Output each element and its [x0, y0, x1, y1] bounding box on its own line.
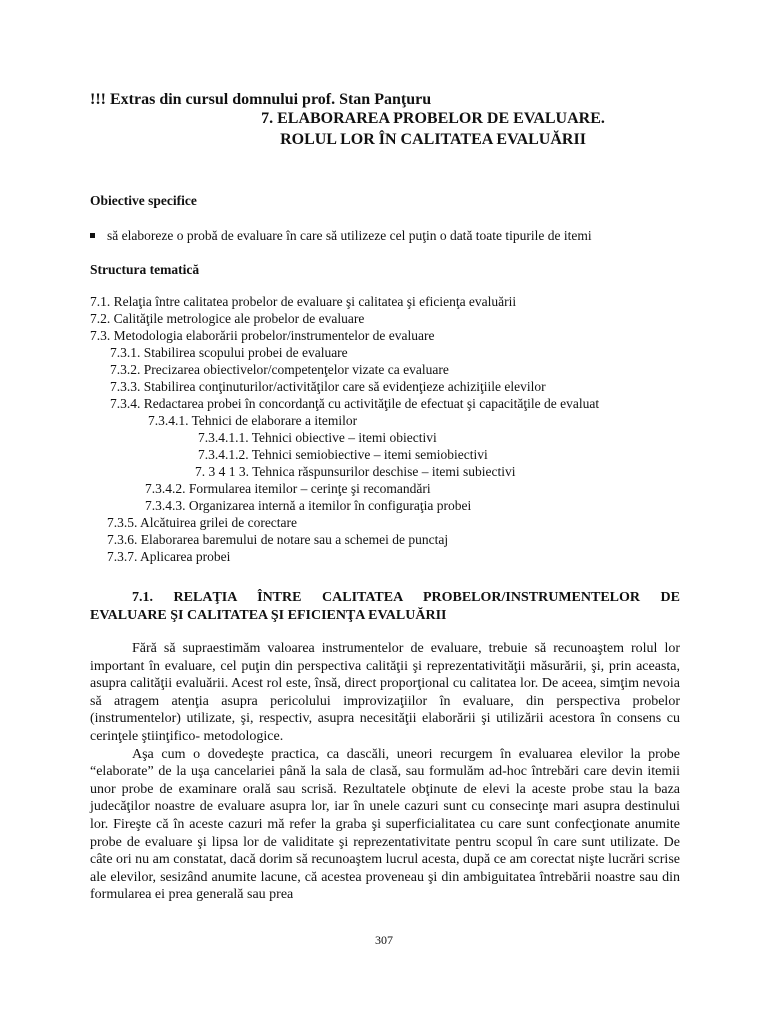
toc-item: 7.3.4.3. Organizarea internă a itemilor în configuraţia probei: [145, 498, 472, 513]
toc-item: 7.3. Metodologia elaborării probelor/instrumentelor de evaluare: [90, 328, 435, 343]
toc-item: 7.3.7. Aplicarea probei: [107, 549, 231, 564]
toc-item: 7.3.4.1.2. Tehnici semiobiective – itemi semiobiectivi: [198, 447, 488, 462]
toc-item: 7. 3 4 1 3. Tehnica răspunsurilor deschise – itemi subiectivi: [195, 464, 516, 479]
course-excerpt-note: !!! Extras din cursul domnului prof. Stan Panţuru: [90, 91, 432, 108]
objectives-heading: Obiective specifice: [90, 193, 197, 208]
toc-item: 7.1. Relaţia între calitatea probelor de evaluare şi calitatea şi eficienţa evaluării: [90, 294, 517, 309]
objective-item: [90, 228, 592, 244]
chapter-title: 7. ELABORAREA PROBELOR DE EVALUARE.: [261, 110, 605, 127]
section-heading-line2: EVALUARE ŞI CALITATEA ŞI EFICIENŢA EVALUĂRII: [90, 608, 447, 623]
section-body: [90, 640, 680, 904]
page-number: 307: [375, 933, 393, 947]
toc-item: 7.3.4. Redactarea probei în concordanţă cu activităţile de efectuat şi capacităţile de evaluat: [110, 396, 600, 411]
paragraph: Aşa cum o dovedeşte practica, ca dascăli, uneori recurgem în evaluarea elevilor la probe “elaborate” de la uşa cancelariei până la sala de clasă, sau formulăm ad-hoc întrebări care devin itemii unor probe de examinare orală sau scrisă. Rezultatele obţinute de elevi la aceste probe stau la baza judecăţilor noastre de evaluare asupra lor, iar în unele cazuri sunt cu consecinţe mari asupra destinului lor. Fireşte că în aceste cazuri mă refer la graba şi superficialitatea cu care sunt confecţionate anumite probe de evaluare şi lipsa lor de validitate şi reprezentativitate pentru scopul în care sunt utilizate. De câte ori nu am constatat, dacă dorim să recunoaştem lucrul acesta, după ce am corectat nişte lucrări scrise ale elevilor, sesizând anumite lacune, că acestea proveneau şi din ambiguitatea întrebării noastre sau din formularea ei prea generală sau prea: [90, 746, 680, 903]
chapter-subtitle: ROLUL LOR ÎN CALITATEA EVALUĂRII: [280, 131, 586, 148]
toc-item: 7.3.1. Stabilirea scopului probei de evaluare: [110, 345, 348, 360]
toc-item: 7.2. Calităţile metrologice ale probelor de evaluare: [90, 311, 365, 326]
toc-item: 7.3.3. Stabilirea conţinuturilor/activităţilor care să evidenţieze achiziţiile elevilor: [110, 379, 546, 394]
section-heading: [90, 589, 680, 625]
objective-text: să elaboreze o probă de evaluare în care să utilizeze cel puţin o dată toate tipurile de itemi: [107, 228, 592, 243]
structure-heading: Structura tematică: [90, 262, 200, 277]
toc-item: 7.3.2. Precizarea obiectivelor/competenţelor vizate ca evaluare: [110, 362, 449, 377]
toc-item: 7.3.4.1.1. Tehnici obiective – itemi obiectivi: [198, 430, 437, 445]
toc-item: 7.3.6. Elaborarea baremului de notare sau a schemei de punctaj: [107, 532, 449, 547]
toc-item: 7.3.5. Alcătuirea grilei de corectare: [107, 515, 298, 530]
paragraph: Fără să supraestimăm valoarea instrumentelor de evaluare, trebuie să recunoaştem rolul lor important în evaluare, cel puţin din perspectiva calităţii şi reprezentativităţii măsurării, şi, prin aceasta, asupra calităţii evaluării. Acest rol este, însă, direct proporţional cu calitatea lor. De aceea, simţim nevoia să atragem atenţia asupra pericolului improvizaţiilor în evaluare, din perspectiva probelor (instrumentelor) utilizate, şi, respectiv, asupra necesităţii elaborării şi utilizării acestora în consens cu cerinţele ştiinţifico- metodologice.: [90, 641, 680, 744]
toc-item: 7.3.4.2. Formularea itemilor – cerinţe şi recomandări: [145, 481, 431, 496]
section-heading-line1: 7.1. RELAŢIA ÎNTRE CALITATEA PROBELOR/INSTRUMENTELOR DE: [132, 590, 680, 605]
toc-item: 7.3.4.1. Tehnici de elaborare a itemilor: [148, 413, 358, 428]
bullet-icon: [90, 233, 95, 238]
